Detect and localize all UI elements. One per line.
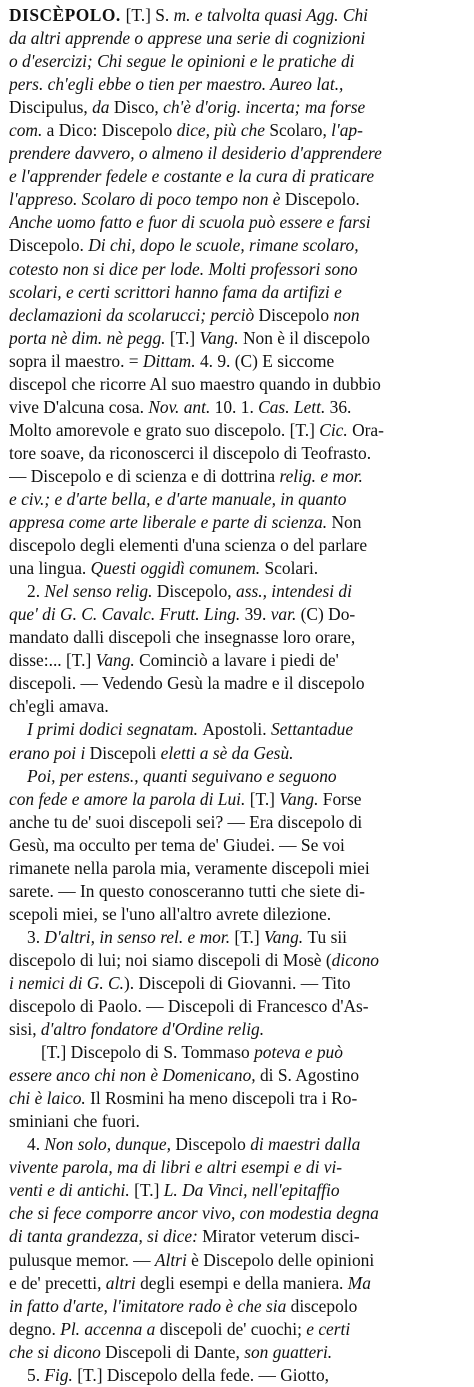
text-run: Questi oggidì comunem. <box>90 558 265 579</box>
text-run: con fede e amore la parola di Lui. <box>9 788 250 809</box>
text-run: [T.] Discepolo della fede. — Giotto, <box>77 1364 330 1385</box>
entry-line <box>9 258 467 281</box>
text-run: a <box>46 120 59 141</box>
text-run: Altri <box>154 1249 192 1270</box>
entry-line <box>9 396 467 419</box>
text-run: Discepolo <box>175 1134 251 1155</box>
text-run: Poi, per estens., quanti seguivano e seguono <box>27 765 337 786</box>
text-run: Discepolo <box>258 304 334 325</box>
text-run: son guatteri. <box>244 1341 333 1362</box>
entry-line <box>9 142 467 165</box>
text-run: discepolo <box>290 1295 358 1316</box>
text-run: sisi, <box>9 1019 41 1040</box>
text-run: Di chi, dopo le scuole, rimane scolaro, <box>88 235 359 256</box>
text-run: D'altri, in senso rel. e mor. <box>44 926 235 947</box>
text-run: [T.] S. <box>125 5 174 25</box>
text-run: d'arte bella, e d'arte manuale, in quanto <box>66 488 347 509</box>
text-run: 4. 9. (C) E siccome <box>199 350 335 371</box>
dictionary-entry-discepolo <box>9 4 467 1387</box>
text-run: da <box>92 97 114 118</box>
text-run: Gesù, ma occulto per tema de' Giudei. — Se voi <box>9 834 345 855</box>
text-run: Molto amorevole e grato suo discepolo. [T.] <box>9 419 320 440</box>
text-run: mandato dalli discepoli che insegnasse loro orare, <box>9 627 356 648</box>
entry-line <box>9 995 467 1018</box>
text-run: var. <box>270 604 301 625</box>
text-run: (C) Do- <box>300 604 356 625</box>
text-run: Discepolo. <box>284 189 360 210</box>
text-run: degli esempi e della maniera. <box>140 1272 348 1293</box>
entry-line <box>9 27 467 50</box>
text-run: Anche uomo fatto e fuor di scuola può essere e farsi <box>9 212 371 233</box>
text-run: Cas. Lett. <box>258 396 330 417</box>
text-run: [T.] <box>249 788 280 809</box>
entry-line <box>9 649 467 672</box>
text-run: Il Rosmini ha meno discepoli tra i Ro- <box>90 1088 358 1109</box>
entry-line <box>9 903 467 926</box>
text-run: Nov. ant. <box>148 396 215 417</box>
text-run: e de' precetti, <box>9 1272 106 1293</box>
text-run: disse:... [T.] <box>9 650 96 671</box>
entry-line <box>9 580 467 603</box>
entry-line <box>9 442 467 465</box>
text-run: dicono <box>331 949 380 970</box>
text-run: discepolo di Paolo. — Discepoli di Francesco d'As- <box>9 996 369 1017</box>
text-run: ch'è d'orig. incerta; ma forse <box>163 97 366 118</box>
text-run: discepoli. — Vedendo Gesù la madre e il discepolo <box>9 673 365 694</box>
text-run: erano poi i <box>9 742 90 763</box>
text-run: e certi <box>306 1318 351 1339</box>
text-run: di S. Agostino <box>259 1065 360 1086</box>
entry-line <box>9 626 467 649</box>
text-run: [T.] Discepolo di S. Tommaso <box>41 1042 255 1063</box>
entry-line <box>9 742 467 765</box>
text-run: e civ.; e <box>9 488 67 509</box>
text-run: Discipulus, <box>9 97 93 118</box>
text-run: discepolo di lui; noi siamo discepoli di Mosè ( <box>9 949 332 970</box>
text-run: 39. <box>244 604 271 625</box>
text-run: anche tu de' suoi discepoli sei? — Era discepolo di <box>9 811 363 832</box>
entry-line <box>9 949 467 972</box>
entry-line <box>9 1364 467 1387</box>
entry-line <box>9 1225 467 1248</box>
entry-line <box>9 1133 467 1156</box>
text-run: sminiani che fuori. <box>9 1111 140 1132</box>
entry-line <box>9 211 467 234</box>
text-run: da altri apprende o apprese una serie di cognizioni <box>9 28 366 49</box>
entry-line <box>9 1087 467 1110</box>
entry-line <box>9 811 467 834</box>
entry-line <box>9 672 467 695</box>
entry-line <box>9 165 467 188</box>
text-run: prendere davvero, o almeno il desiderio d'apprendere <box>9 143 382 164</box>
text-run: Non solo, dunque, <box>44 1134 176 1155</box>
text-run: che si dicono <box>9 1341 106 1362</box>
text-run: scolari, e certi scrittori hanno fama da artifizi e <box>9 281 342 302</box>
entry-line <box>9 1156 467 1179</box>
entry-line <box>9 419 467 442</box>
entry-line <box>9 304 467 327</box>
entry-line <box>9 1064 467 1087</box>
entry-line <box>9 327 467 350</box>
text-run: sarete. — In questo conosceranno tutti che siete di- <box>9 880 365 901</box>
entry-line <box>9 880 467 903</box>
text-run: Mirator veterum disci- <box>202 1226 360 1247</box>
text-run: venti e di antichi. <box>9 1180 135 1201</box>
entry-line <box>9 695 467 718</box>
entry-line <box>9 603 467 626</box>
entry-line <box>9 926 467 949</box>
text-run: Disco, <box>113 97 164 118</box>
text-run: dice, più che <box>176 120 270 141</box>
entry-line <box>9 234 467 257</box>
text-run: Non <box>331 512 362 533</box>
text-run: Scolari. <box>264 558 319 579</box>
text-run: com. <box>9 120 47 141</box>
entry-line <box>9 1318 467 1341</box>
text-run: è Discepolo delle opinioni <box>191 1249 375 1270</box>
text-run: e l'apprender fedele e costante e la cura di praticare <box>9 166 375 187</box>
text-run: Nel senso relig. <box>44 581 157 602</box>
text-run: altri <box>105 1272 141 1293</box>
text-run: pulusque memor. — <box>9 1249 155 1270</box>
text-run: Forse <box>322 788 362 809</box>
text-run: 36. <box>329 396 352 417</box>
text-run: Discepolo, <box>156 581 236 602</box>
text-run: eletti a sè da Gesù. <box>160 742 294 763</box>
text-run: vive D'alcuna cosa. <box>9 396 149 417</box>
text-run: L. Da Vinci, nell'epitaffio <box>163 1180 340 1201</box>
entry-line <box>9 1341 467 1364</box>
text-run: che si fece comporre ancor vivo, con modestia degna <box>9 1203 379 1224</box>
entry-line <box>9 1272 467 1295</box>
text-run: 3. <box>27 926 45 947</box>
text-run: Dittam. <box>142 350 200 371</box>
text-run: porta nè dim. nè pegg. <box>9 327 170 348</box>
text-run: Vang. <box>199 327 243 348</box>
text-run: scepoli miei, se l'uno all'altro avrete dilezione. <box>9 903 332 924</box>
text-run: discepol che ricorre Al suo maestro quando in dubbio <box>9 373 381 394</box>
entry-line <box>9 788 467 811</box>
text-run: tore soave, da riconoscerci il discepolo di Teofrasto. <box>9 442 372 463</box>
text-run: Discepoli di Dante, <box>105 1341 245 1362</box>
text-run: rimanete nella parola mia, veramente discepoli miei <box>9 857 370 878</box>
entry-line <box>9 1179 467 1202</box>
entry-line <box>9 4 467 27</box>
entry-line <box>9 557 467 580</box>
text-run: — Discepolo e di scienza e di dottrina <box>9 465 280 486</box>
text-run: Ora- <box>352 419 384 440</box>
entry-line <box>9 50 467 73</box>
entry-line <box>9 488 467 511</box>
text-run: chi è laico. <box>9 1088 91 1109</box>
entry-line <box>9 281 467 304</box>
text-run: Pl. accenna a <box>60 1318 160 1339</box>
text-run: l'appreso. Scolaro di poco tempo non è <box>9 189 285 210</box>
text-run: [T.] <box>169 327 200 348</box>
text-run: vivente parola, ma di libri e altri esempi e di vi- <box>9 1157 343 1178</box>
entry-line <box>9 972 467 995</box>
text-run: Settantadue <box>270 719 354 740</box>
text-run: poteva e può <box>254 1042 343 1063</box>
text-run: [T.] <box>134 1180 164 1201</box>
text-run: 2. <box>27 581 45 602</box>
text-run: Discepoli <box>89 742 161 763</box>
text-run: degno. <box>9 1318 61 1339</box>
entry-line <box>9 350 467 373</box>
entry-line <box>9 1249 467 1272</box>
entry-line <box>9 857 467 880</box>
headword: DISCÈPOLO. <box>9 5 126 25</box>
entry-line <box>9 1295 467 1318</box>
text-run: discepolo degli elementi d'una scienza o del parlare <box>9 535 368 556</box>
text-run: l'ap- <box>331 120 363 141</box>
text-run: Vang. <box>279 788 323 809</box>
text-run: essere anco chi non è Domenicano, <box>9 1065 260 1086</box>
entry-line <box>9 1110 467 1133</box>
text-run: ). Discepoli di Giovanni. — Tito <box>123 972 351 993</box>
text-run: ch'egli amava. <box>9 696 109 717</box>
text-run: sopra il maestro. = <box>9 350 143 371</box>
text-run: Scolaro, <box>269 120 332 141</box>
text-run: Tu sii <box>307 926 348 947</box>
text-run: di tanta grandezza, si dice: <box>9 1226 203 1247</box>
text-run: Discepolo. <box>9 235 89 256</box>
entry-line <box>9 73 467 96</box>
entry-line <box>9 96 467 119</box>
entry-line <box>9 465 467 488</box>
text-run: Non è il discepolo <box>242 327 370 348</box>
text-run: Ma <box>347 1272 371 1293</box>
text-run: Vang. <box>264 926 308 947</box>
text-run: discepoli de' cuochi; <box>159 1318 307 1339</box>
text-run: 4. <box>27 1134 45 1155</box>
text-run: d'altro fondatore d'Ordine relig. <box>40 1019 265 1040</box>
text-run: una lingua. <box>9 558 91 579</box>
text-run: [T.] <box>234 926 265 947</box>
text-run: cotesto non si dice per lode. Molti professori sono <box>9 258 358 279</box>
text-run: pers. ch'egli ebbe o tien per maestro. Aureo lat., <box>9 74 344 95</box>
entry-line <box>9 834 467 857</box>
text-run: Vang. <box>95 650 140 671</box>
text-run: di maestri dalla <box>250 1134 361 1155</box>
entry-line <box>9 1018 467 1041</box>
text-run: 5. <box>27 1364 45 1385</box>
entry-line <box>9 511 467 534</box>
entry-line <box>9 765 467 788</box>
text-run: relig. e mor. <box>279 465 363 486</box>
text-run: Apostoli. <box>202 719 271 740</box>
entry-line <box>9 188 467 211</box>
text-run: i nemici di G. C. <box>9 972 124 993</box>
text-run: in fatto d'arte, l'imitatore rado è che sia <box>9 1295 291 1316</box>
entry-line <box>9 373 467 396</box>
entry-line <box>9 1202 467 1225</box>
entry-line <box>9 1041 467 1064</box>
entry-line <box>9 534 467 557</box>
text-run: Fig. <box>44 1364 78 1385</box>
text-run: ass., intendesi di <box>236 581 352 602</box>
entry-line <box>9 718 467 741</box>
text-run: Cic. <box>319 419 353 440</box>
text-run: declamazioni da scolarucci; perciò <box>9 304 259 325</box>
text-run: m. e talvolta quasi Agg. Chi <box>173 5 368 25</box>
text-run: o d'esercizi; Chi segue le opinioni e le pratiche di <box>9 51 355 72</box>
entry-line <box>9 119 467 142</box>
text-run: que' di G. C. Cavalc. Frutt. Ling. <box>9 604 245 625</box>
text-run: Dico: Discepolo <box>58 120 177 141</box>
text-run: I primi dodici segnatam. <box>27 719 203 740</box>
text-run: appresa come arte liberale e parte di scienza. <box>9 512 332 533</box>
text-run: non <box>333 304 360 325</box>
text-run: 10. 1. <box>214 396 259 417</box>
text-run: Cominciò a lavare i piedi de' <box>139 650 339 671</box>
